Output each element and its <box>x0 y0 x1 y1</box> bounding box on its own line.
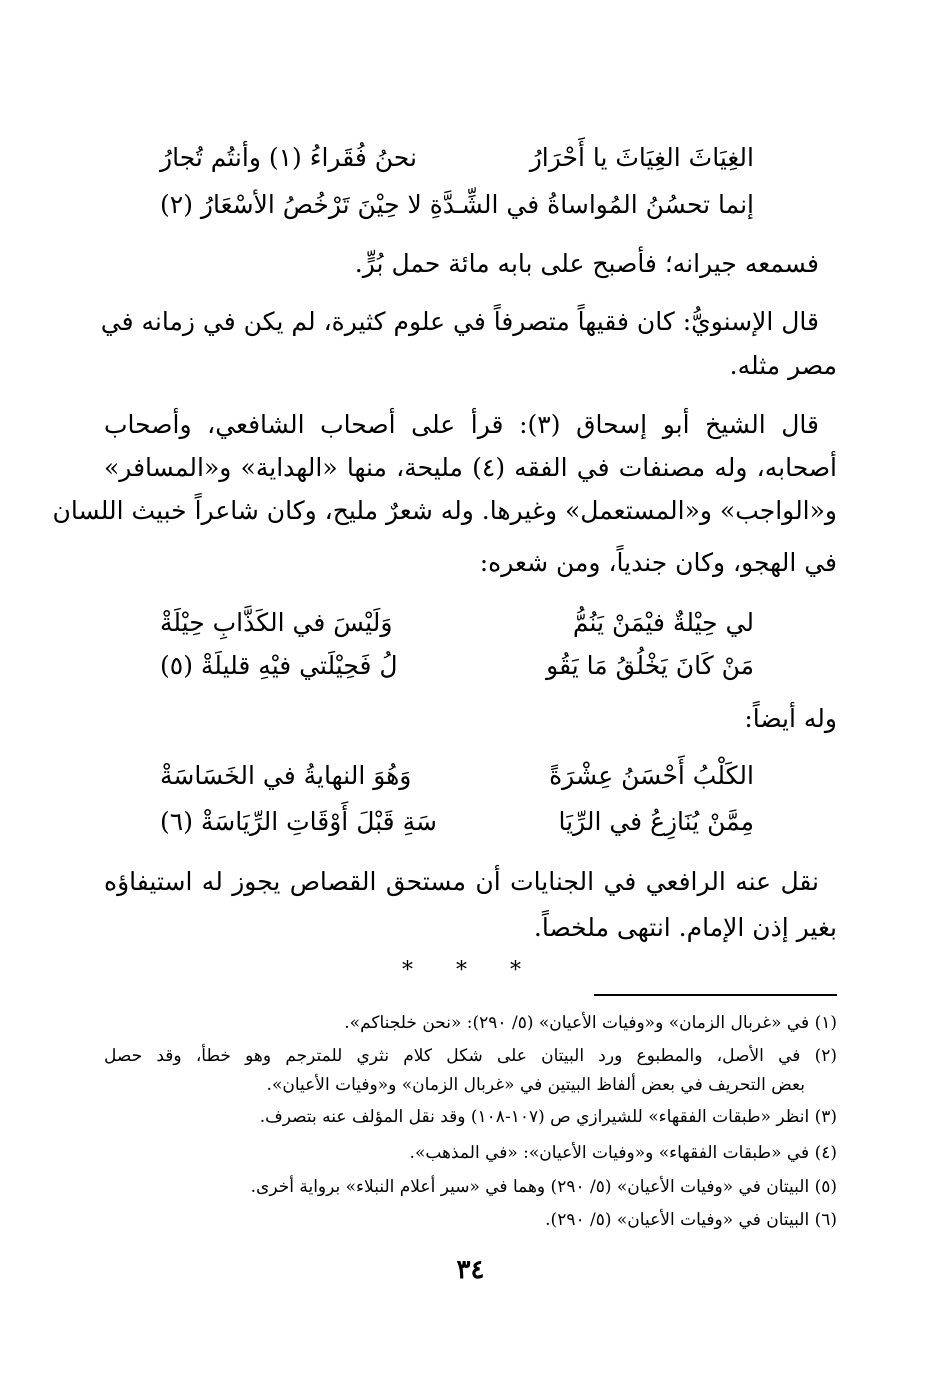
verse-second-hemistich: لُ فَحِيْلَتي فيْهِ قليلَةْ (٥) <box>160 651 398 680</box>
footnote-rule <box>594 994 837 996</box>
footnote-line: (٢) في الأصل، والمطبوع ورد البيتان على شكل كلام نثري للمترجم وهو خطأ، وقد حصل <box>104 1046 837 1066</box>
paragraph-line: و«الواجب» و«المستعمل» وغيرها. وله شعرٌ مليح، وكان شاعراً خبيث اللسان <box>52 496 837 525</box>
verse-second-hemistich: ـدَّةِ لا حِيْنَ تَرْخُصُ الأسْعَارُ (٢) <box>160 190 464 219</box>
paragraph-line: قال الشيخ أبو إسحاق (٣): قرأ على أصحاب الشافعي، وأصحاب <box>104 410 819 439</box>
paragraph-line: مصر مثله. <box>729 351 837 380</box>
verse-second-hemistich: نحنُ فُقَراءُ (١) وأنتُم تُجارُ <box>160 143 417 172</box>
poem3-verse-2 <box>100 801 841 843</box>
poem1-verse-2 <box>100 184 841 226</box>
paragraph-line: نقل عنه الرافعي في الجنايات أن مستحق القصاص يجوز له استيفاؤه <box>104 867 819 896</box>
poem3-verse-1 <box>100 755 841 797</box>
paragraph-line: في الهجو، وكان جندياً، ومن شعره: <box>479 548 837 577</box>
paragraph-line: بغير إذن الإمام. انتهى ملخصاً. <box>533 913 837 942</box>
verse-first-hemistich: مَنْ كَانَ يَخْلُقُ مَا يَقُو <box>546 651 754 680</box>
verse-first-hemistich: الكَلْبُ أَحْسَنُ عِشْرَةً <box>549 761 754 790</box>
verse-first-hemistich: مِمَّنْ يُنَازِعُ في الرِّيَا <box>558 807 754 836</box>
poem1-verse-1 <box>100 137 841 179</box>
paragraph-line: أصحابه، وله مصنفات في الفقه (٤) مليحة، منها «الهداية» و«المسافر» <box>104 453 838 482</box>
paragraph-line: قال الإسنويُّ: كان فقيهاً متصرفاً في علوم كثيرة، لم يكن في زمانه في <box>100 307 819 336</box>
also-label: وله أيضاً: <box>744 704 837 733</box>
footnote-line: بعض التحريف في بعض ألفاظ البيتين في «غربال الزمان» و«وفيات الأعيان». <box>266 1075 805 1095</box>
footnote-line: (٣) انظر «طبقات الفقهاء» للشيرازي ص (١٠٧-١٠٨) وقد نقل المؤلف عنه بتصرف. <box>259 1107 837 1127</box>
footnote-line: (١) في «غربال الزمان» و«وفيات الأعيان» (٥/ ٢٩٠): «نحن خلجناكم». <box>344 1013 837 1033</box>
verse-first-hemistich: إنما تحسُنُ المُواساةُ في الشِّـ <box>454 190 754 219</box>
verse-first-hemistich: الغِيَاثَ الغِيَاثَ يا أَحْرَارُ <box>529 143 754 172</box>
footnote-line: (٤) في «طبقات الفقهاء» و«وفيات الأعيان»: «في المذهب». <box>409 1143 837 1163</box>
section-separator: * * * <box>402 958 539 983</box>
poem2-verse-2 <box>100 645 841 687</box>
paragraph-line: فسمعه جيرانه؛ فأصبح على بابه مائة حمل بُرٍّ. <box>354 249 819 278</box>
page-number: ٣٤ <box>456 1255 485 1285</box>
poem2-verse-1 <box>100 602 841 644</box>
footnote-line: (٦) البيتان في «وفيات الأعيان» (٥/ ٢٩٠). <box>545 1210 837 1230</box>
verse-second-hemistich: وَهُوَ النهايةُ في الخَسَاسَةْ <box>160 761 412 790</box>
footnote-line: (٥) البيتان في «وفيات الأعيان» (٥/ ٢٩٠) وهما في «سير أعلام النبلاء» برواية أخرى. <box>250 1177 837 1197</box>
verse-first-hemistich: لي حِيْلةٌ فيْمَنْ يَنُمُّ <box>572 608 754 637</box>
verse-second-hemistich: وَلَيْسَ في الكَذَّابِ حِيْلَةْ <box>160 608 393 637</box>
verse-second-hemistich: سَةِ قَبْلَ أَوْقَاتِ الرِّيَاسَةْ (٦) <box>160 807 437 836</box>
